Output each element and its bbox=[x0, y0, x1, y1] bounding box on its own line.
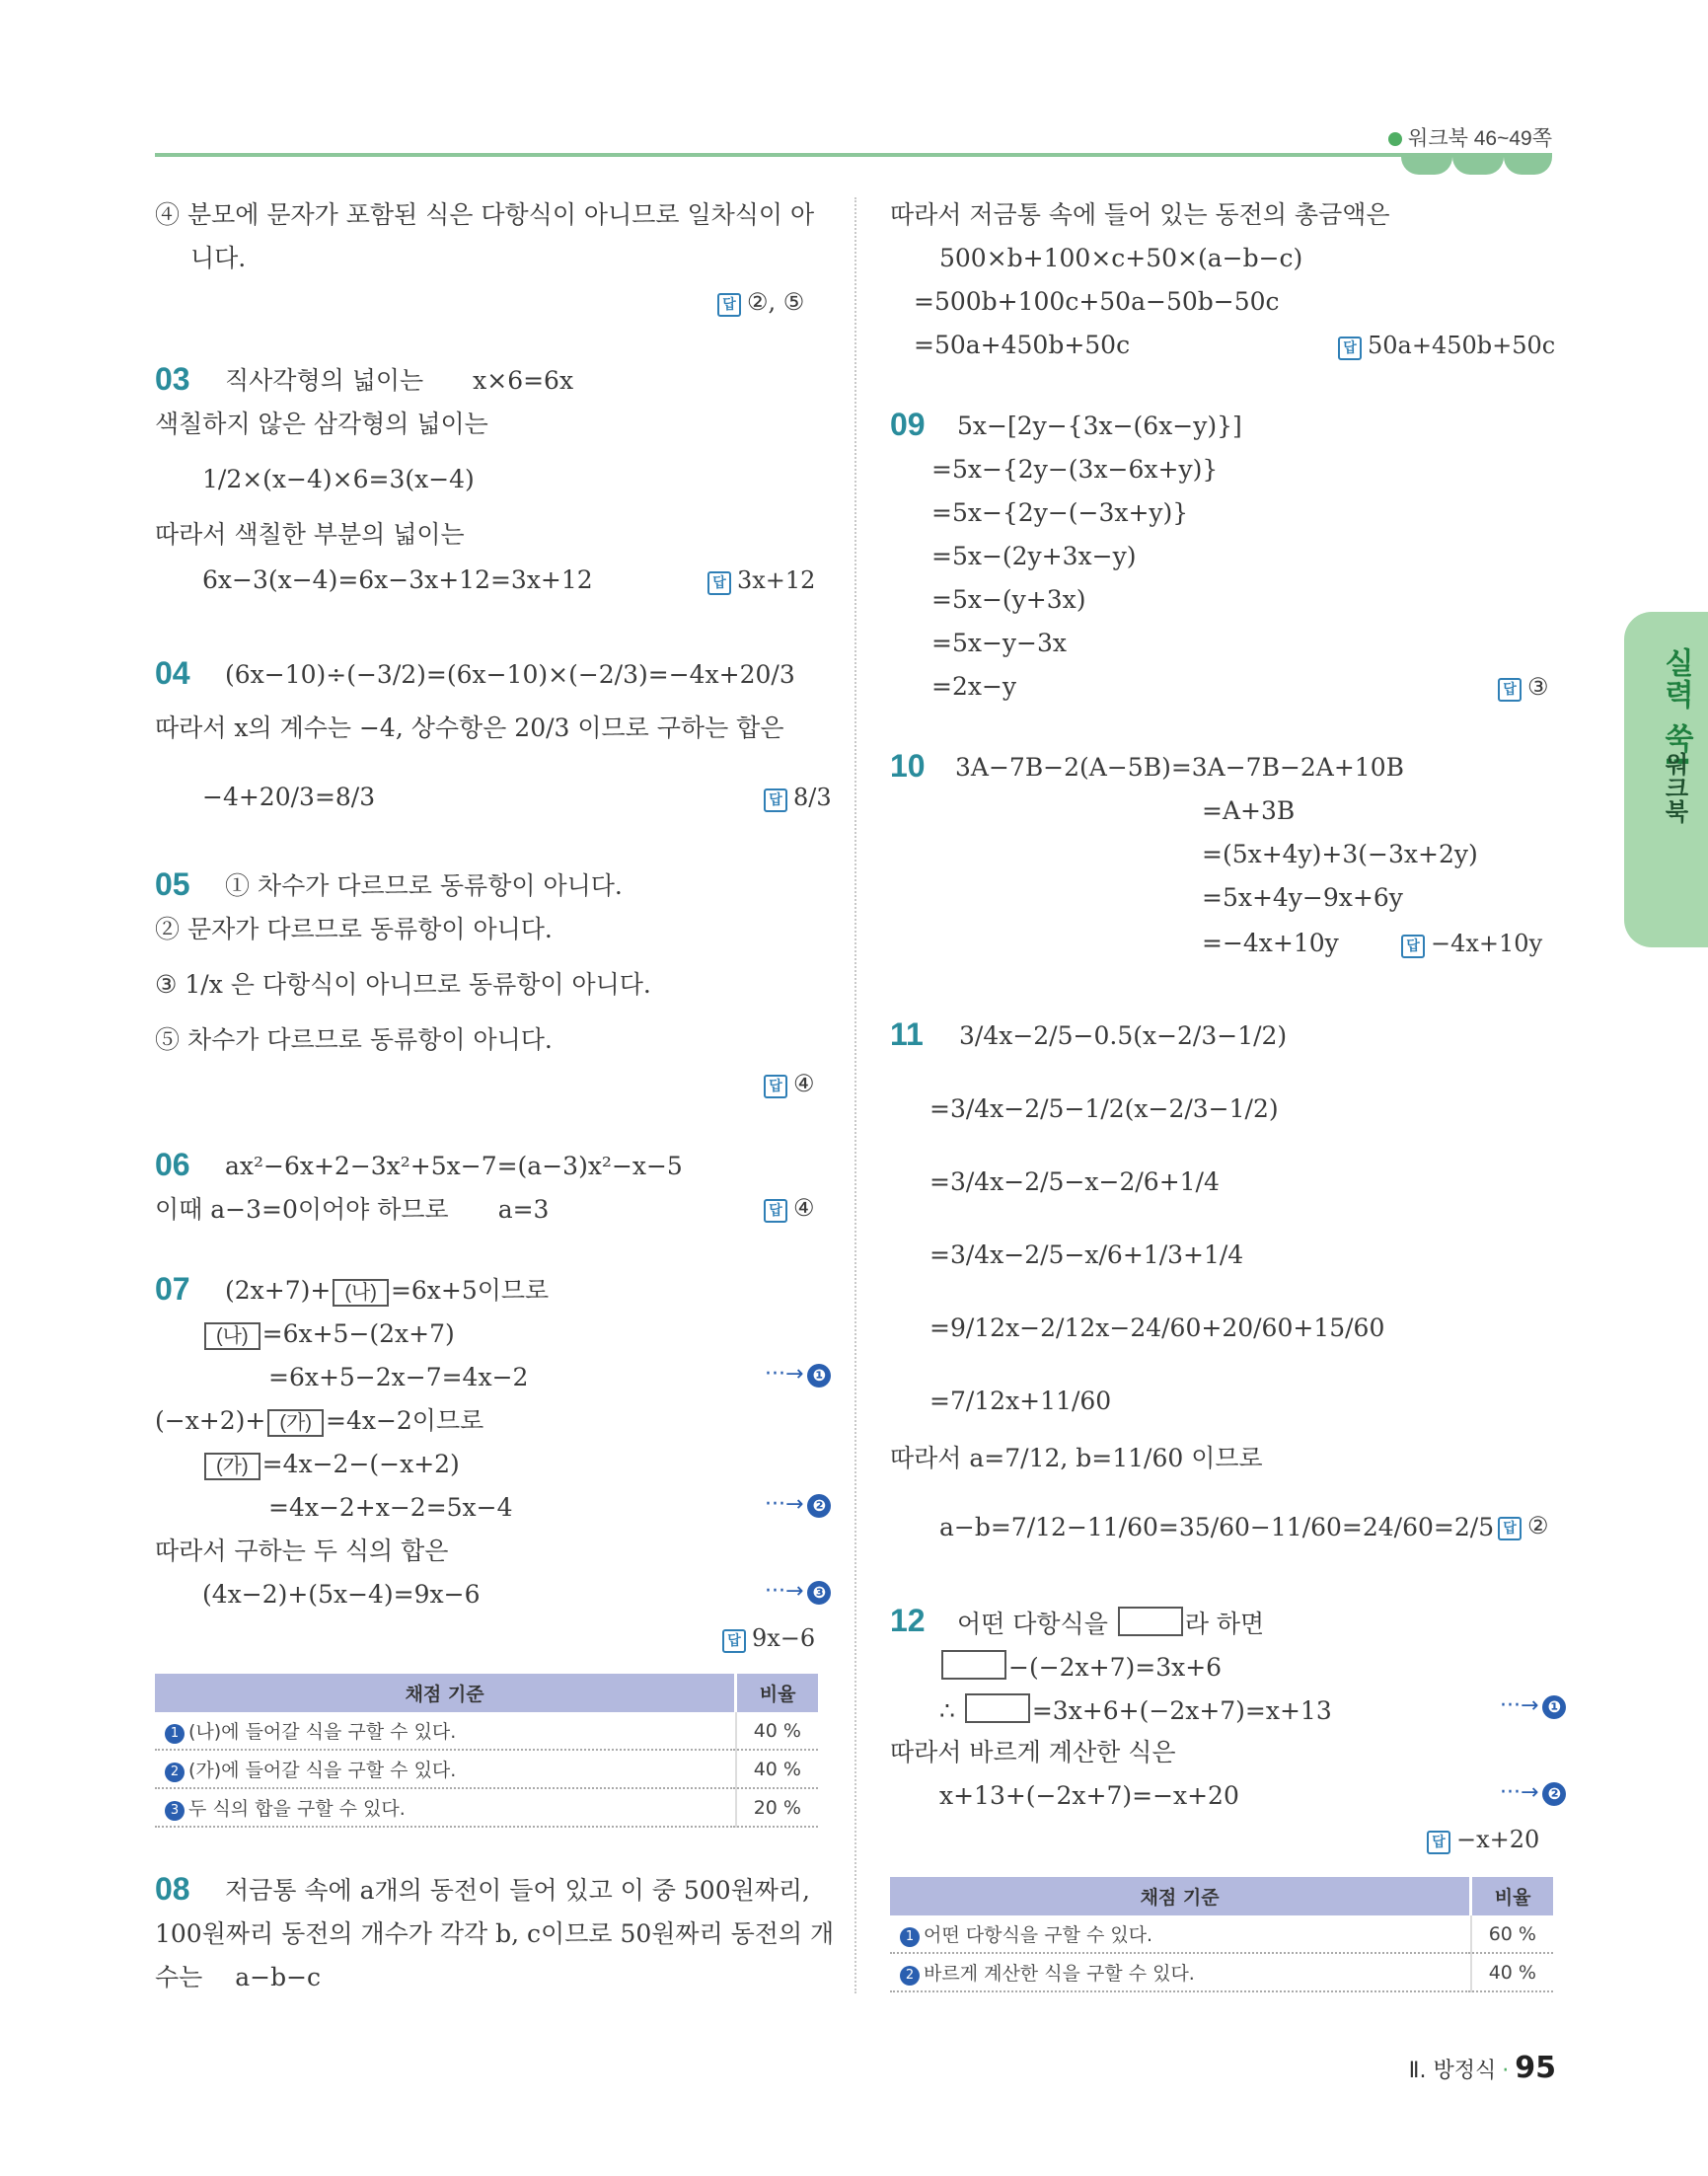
grading-header-ratio: 비율 bbox=[1471, 1877, 1553, 1915]
p08-cont-line1: 따라서 저금통 속에 들어 있는 동전의 총금액은 bbox=[890, 200, 1390, 229]
answer-07: 답 9x−6 bbox=[722, 1624, 815, 1653]
p02-line2: 니다. bbox=[190, 244, 247, 272]
p12-line5: x+13+(−2x+7)=−x+20 bbox=[939, 1781, 1239, 1810]
problem-number-08: 08 bbox=[155, 1871, 190, 1907]
p09-line: =5x−{2y−(3x−6x+y)} bbox=[931, 455, 1219, 484]
side-tab[interactable] bbox=[1624, 612, 1708, 947]
p09-line: =5x−(y+3x) bbox=[931, 585, 1086, 614]
step-marker-2: ···→ ❷ bbox=[1500, 1780, 1566, 1806]
p07-line2: (나) =6x+5−(2x+7) bbox=[202, 1318, 455, 1350]
workbook-reference: 워크북 46~49쪽 bbox=[1388, 122, 1552, 152]
grading-header-ratio: 비율 bbox=[736, 1674, 818, 1712]
p07-line8: (4x−2)+(5x−4)=9x−6 bbox=[202, 1580, 481, 1609]
side-tab-subtitle: 워크북 bbox=[1661, 752, 1688, 823]
p07-line4: (−x+2)+ (가) =4x−2이므로 bbox=[155, 1406, 484, 1435]
grading-row: 2 (가)에 들어갈 식을 구할 수 있다. 40 % bbox=[155, 1750, 818, 1788]
p05-line4: ⑤ 차수가 다르므로 동류항이 아니다. bbox=[155, 1025, 553, 1054]
answer-icon: 답 bbox=[1427, 1831, 1450, 1854]
blank-box bbox=[941, 1650, 1006, 1680]
p11-line: =3/4x−2/5−x/6+1/3+1/4 bbox=[929, 1240, 1244, 1269]
step-marker-1: ···→ ❶ bbox=[1500, 1693, 1566, 1719]
bullet-icon bbox=[1388, 132, 1402, 146]
problem-number-09: 09 bbox=[890, 407, 926, 442]
p08-line1: 저금통 속에 a개의 동전이 들어 있고 이 중 500원짜리, bbox=[225, 1876, 810, 1905]
answer-05: 답 ④ bbox=[764, 1070, 815, 1098]
grading-row: 2 바르게 계산한 식을 구할 수 있다. 40 % bbox=[890, 1953, 1553, 1991]
answer-icon: 답 bbox=[764, 788, 787, 812]
header-wave bbox=[1452, 157, 1504, 175]
p08-cont-line4: =50a+450b+50c bbox=[914, 331, 1131, 359]
p11-line: =7/12x+11/60 bbox=[929, 1387, 1112, 1415]
grading-row: 1 어떤 다항식을 구할 수 있다. 60 % bbox=[890, 1915, 1553, 1953]
p09-line: =5x−y−3x bbox=[931, 629, 1067, 657]
header-rule bbox=[155, 153, 1552, 157]
p11-line8: a−b=7/12−11/60=35/60−11/60=24/60=2/5 bbox=[939, 1513, 1495, 1541]
p11-line: =3/4x−2/5−1/2(x−2/3−1/2) bbox=[929, 1094, 1279, 1123]
p10-line: =−4x+10y bbox=[1202, 929, 1339, 957]
header-wave bbox=[1401, 157, 1452, 175]
page-number: 95 bbox=[1515, 2051, 1556, 2085]
answer-icon: 답 bbox=[764, 1075, 787, 1098]
p07-line6: =4x−2+x−2=5x−4 bbox=[268, 1493, 513, 1522]
blank-box-na: (나) bbox=[333, 1279, 389, 1307]
grading-table-12 bbox=[890, 1877, 1553, 1992]
problem-number-10: 10 bbox=[890, 748, 926, 784]
problem-number-12: 12 bbox=[890, 1603, 926, 1638]
p08-cont-line2: 500×b+100×c+50×(a−b−c) bbox=[939, 244, 1303, 272]
p07-line5: (가) =4x−2−(−x+2) bbox=[202, 1449, 460, 1480]
problem-number-05: 05 bbox=[155, 866, 190, 902]
p05-line1: ① 차수가 다르므로 동류항이 아니다. bbox=[225, 871, 623, 900]
p12-line2: −(−2x+7)=3x+6 bbox=[939, 1650, 1222, 1684]
answer-03: 답 3x+12 bbox=[707, 566, 815, 595]
p06-line2: 이때 a−3=0이어야 하므로 a=3 bbox=[155, 1195, 550, 1224]
p10-line: =5x+4y−9x+6y bbox=[1202, 883, 1403, 912]
step-marker-3: ···→ ❸ bbox=[765, 1579, 831, 1605]
answer-02: 답 ②, ⑤ bbox=[717, 288, 804, 317]
p08-line3: 수는 a−b−c bbox=[155, 1963, 322, 1991]
answer-06: 답 ④ bbox=[764, 1194, 815, 1223]
grading-row: 3 두 식의 합을 구할 수 있다. 20 % bbox=[155, 1788, 818, 1827]
blank-box-ga: (가) bbox=[204, 1453, 260, 1480]
p11-line: 3/4x−2/5−0.5(x−2/3−1/2) bbox=[959, 1021, 1288, 1050]
grading-header-criteria: 채점 기준 bbox=[155, 1674, 736, 1712]
column-divider bbox=[854, 197, 856, 1993]
footer-separator: · bbox=[1502, 2059, 1510, 2083]
blank-box bbox=[965, 1693, 1030, 1723]
p10-line: =(5x+4y)+3(−3x+2y) bbox=[1202, 840, 1478, 868]
answer-icon: 답 bbox=[722, 1629, 746, 1653]
answer-icon: 답 bbox=[764, 1199, 787, 1223]
p07-line3: =6x+5−2x−7=4x−2 bbox=[268, 1363, 529, 1391]
answer-icon: 답 bbox=[1401, 935, 1425, 958]
p03-line2: 색칠하지 않은 삼각형의 넓이는 bbox=[155, 410, 488, 438]
p11-line: =3/4x−2/5−x−2/6+1/4 bbox=[929, 1167, 1220, 1196]
answer-12: 답 −x+20 bbox=[1427, 1826, 1539, 1854]
p03-line5: 6x−3(x−4)=6x−3x+12=3x+12 bbox=[202, 565, 593, 594]
header-wave bbox=[1504, 157, 1552, 175]
p04-line1: (6x−10)÷(−3/2)=(6x−10)×(−2/3)=−4x+20/3 bbox=[225, 660, 795, 689]
p09-line: =5x−{2y−(−3x+y)} bbox=[931, 498, 1189, 527]
problem-number-06: 06 bbox=[155, 1147, 190, 1182]
step-marker-2: ···→ ❷ bbox=[765, 1492, 831, 1518]
problem-number-11: 11 bbox=[890, 1016, 924, 1052]
problem-number-03: 03 bbox=[155, 361, 190, 397]
problem-number-07: 07 bbox=[155, 1271, 190, 1307]
p06-line1: ax²−6x+2−3x²+5x−7=(a−3)x²−x−5 bbox=[225, 1152, 683, 1180]
grading-header-criteria: 채점 기준 bbox=[890, 1877, 1471, 1915]
p08-line2: 100원짜리 동전의 개수가 각각 b, c이므로 50원짜리 동전의 개 bbox=[155, 1919, 835, 1948]
problem-number-04: 04 bbox=[155, 655, 190, 691]
answer-icon: 답 bbox=[1498, 678, 1522, 702]
p05-line3: ③ 1/x 은 다항식이 아니므로 동류항이 아니다. bbox=[155, 970, 651, 999]
p11-line7: 따라서 a=7/12, b=11/60 이므로 bbox=[890, 1444, 1263, 1472]
p12-line3: ∴ =3x+6+(−2x+7)=x+13 bbox=[939, 1693, 1332, 1727]
p09-line: 5x−[2y−{3x−(6x−y)}] bbox=[957, 412, 1242, 440]
p05-line2: ② 문자가 다르므로 동류항이 아니다. bbox=[155, 915, 553, 943]
blank-box bbox=[1118, 1607, 1183, 1636]
p07-line1: (2x+7)+ (나) =6x+5이므로 bbox=[225, 1276, 550, 1305]
step-marker-1: ···→ ❶ bbox=[765, 1362, 831, 1388]
answer-09: 답 ③ bbox=[1498, 673, 1549, 702]
p12-line4: 따라서 바르게 계산한 식은 bbox=[890, 1738, 1176, 1766]
p03-line4: 따라서 색칠한 부분의 넓이는 bbox=[155, 520, 465, 549]
p04-line3: −4+20/3=8/3 bbox=[202, 783, 376, 811]
p10-line: =A+3B bbox=[1202, 796, 1296, 825]
p11-line: =9/12x−2/12x−24/60+20/60+15/60 bbox=[929, 1313, 1385, 1342]
answer-icon: 답 bbox=[1338, 337, 1362, 360]
p12-line1: 어떤 다항식을 라 하면 bbox=[957, 1607, 1264, 1640]
p02-line1: ④ 분모에 문자가 포함된 식은 다항식이 아니므로 일차식이 아 bbox=[155, 200, 815, 229]
answer-icon: 답 bbox=[707, 571, 731, 595]
p04-line2: 따라서 x의 계수는 −4, 상수항은 20/3 이므로 구하는 합은 bbox=[155, 713, 784, 742]
p07-line7: 따라서 구하는 두 식의 합은 bbox=[155, 1537, 449, 1565]
answer-icon: 답 bbox=[717, 293, 741, 317]
blank-box-na: (나) bbox=[204, 1322, 260, 1350]
grading-row: 1 (나)에 들어갈 식을 구할 수 있다. 40 % bbox=[155, 1712, 818, 1750]
answer-04: 답 8/3 bbox=[764, 784, 832, 812]
answer-08: 답 50a+450b+50c bbox=[1338, 332, 1555, 360]
p09-line: =2x−y bbox=[931, 672, 1017, 701]
blank-box-ga: (가) bbox=[267, 1409, 324, 1437]
chapter-label: Ⅱ. 방정식 bbox=[1408, 2059, 1497, 2083]
page-footer bbox=[1409, 2051, 1556, 2085]
p03-line1: 직사각형의 넓이는 x×6=6x bbox=[225, 366, 574, 395]
answer-10: 답 −4x+10y bbox=[1401, 930, 1542, 958]
answer-11: 답 ② bbox=[1498, 1512, 1549, 1540]
p09-line: =5x−(2y+3x−y) bbox=[931, 542, 1137, 570]
answer-icon: 답 bbox=[1498, 1517, 1522, 1540]
p08-cont-line3: =500b+100c+50a−50b−50c bbox=[914, 287, 1280, 316]
grading-table-07 bbox=[155, 1674, 818, 1828]
p10-line: 3A−7B−2(A−5B)=3A−7B−2A+10B bbox=[955, 753, 1404, 782]
p03-line3: 1/2×(x−4)×6=3(x−4) bbox=[202, 465, 475, 493]
side-tab-title: 실력 쑥! bbox=[1659, 647, 1693, 771]
